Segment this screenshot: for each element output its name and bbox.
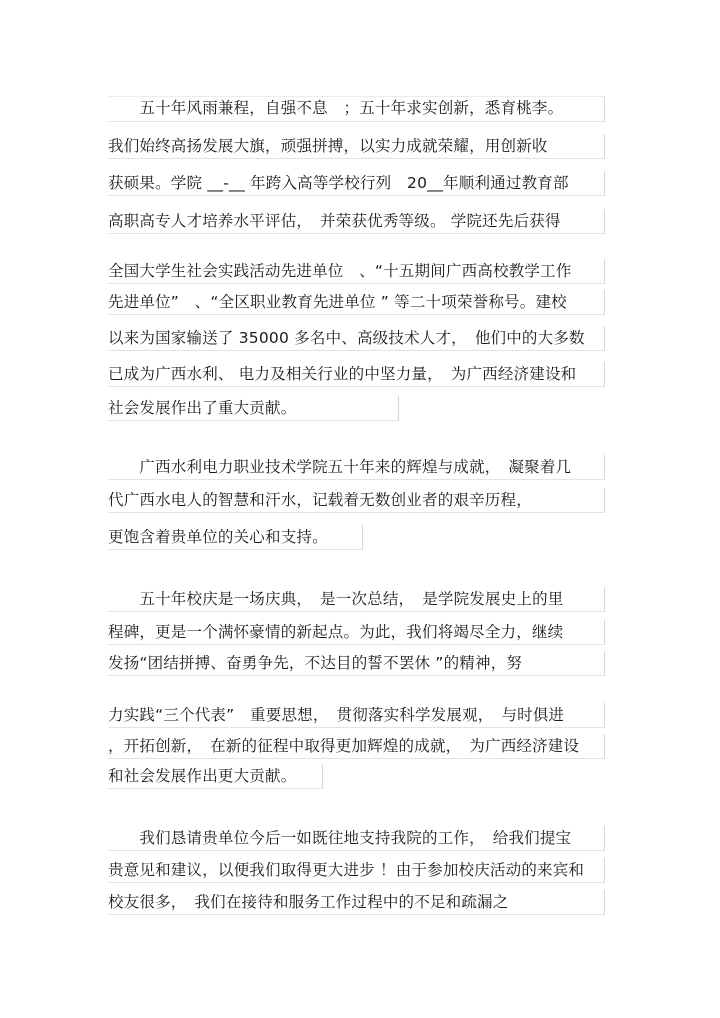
text-line: 获硕果。学院 __-__ 年跨入高等学校行列 20__年顺利通过教育部	[108, 174, 569, 192]
text-line: 我们恳请贵单位今后一如既往地支持我院的工作， 给我们提宝	[108, 829, 572, 847]
text-line: 以来为国家输送了 35000 多名中、高级技术人才， 他们中的大多数	[108, 329, 585, 347]
text-line: 五十年风雨兼程，自强不息 ；五十年求实创新，悉育桃李。	[108, 99, 564, 117]
text-line: 贵意见和建议，以便我们取得更大进步 ！由于参加校庆活动的来宾和	[108, 861, 585, 879]
text-line: ，开拓创新， 在新的征程中取得更加辉煌的成就， 为广西经济建设	[108, 737, 580, 755]
text-line: 和社会发展作出更大贡献。	[108, 767, 297, 785]
text-line: 代广西水电人的智慧和汗水，记载着无数创业者的艰辛历程，	[108, 491, 532, 509]
text-line: 程碑，更是一个满怀豪情的新起点。为此，我们将竭尽全力，继续	[108, 623, 564, 641]
text-line: 社会发展作出了重大贡献。	[108, 399, 297, 417]
text-line: 五十年校庆是一场庆典， 是一次总结， 是学院发展史上的里	[108, 590, 564, 608]
text-line: 发扬“团结拼搏、奋勇争先，不达目的誓不罢休 ”的精神，努	[108, 654, 523, 672]
text-line: 广西水利电力职业技术学院五十年来的辉煌与成就， 凝聚着几	[108, 458, 572, 476]
text-line: 已成为广西水利、 电力及相关行业的中坚力量， 为广西经济建设和	[108, 365, 577, 383]
text-line: 更饱含着贵单位的关心和支持。	[108, 528, 328, 546]
text-line: 高职高专人才培养水平评估， 并荣获优秀等级。 学院还先后获得	[108, 212, 561, 230]
text-line: 全国大学生社会实践活动先进单位 、“十五期间广西高校教学工作	[108, 262, 572, 280]
text-line: 先进单位” 、“全区职业教育先进单位 ” 等二十项荣誉称号。建校	[108, 293, 567, 311]
text-line: 力实践“三个代表” 重要思想， 贯彻落实科学发展观， 与时俱进	[108, 706, 565, 724]
text-line: 校友很多， 我们在接待和服务工作过程中的不足和疏漏之	[108, 893, 509, 911]
text-line: 我们始终高扬发展大旗，顽强拼搏，以实力成就荣耀，用创新收	[108, 137, 548, 155]
